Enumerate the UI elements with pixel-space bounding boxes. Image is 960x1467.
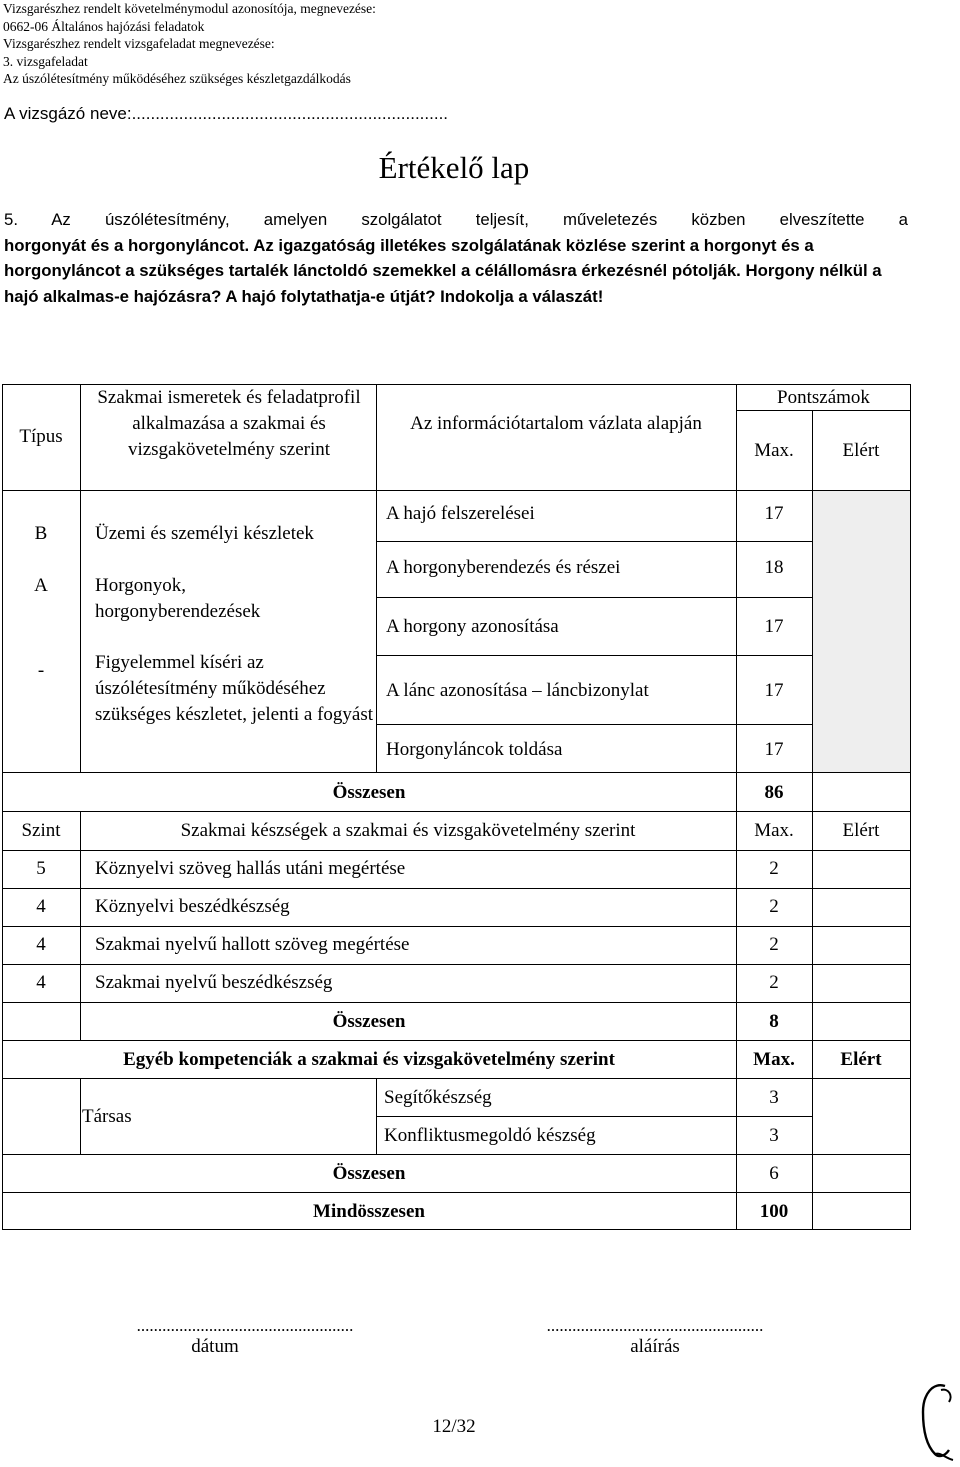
max-header: Max. <box>754 440 794 461</box>
skill-level: 4 <box>36 934 46 955</box>
skills-achieved-header: Elért <box>842 820 880 841</box>
signature-label: aláírás <box>630 1336 680 1357</box>
total-label: Összesen <box>332 1163 406 1184</box>
knowledge-item: Horgonyok, horgonyberendezések <box>95 575 261 622</box>
knowledge-item: Figyelemmel kíséri az úszólétesítmény működéséhez szükséges készletet, jelenti a fogyást <box>95 652 374 725</box>
knowledge-header: Szakmai ismeretek és feladatprofil alkalmazása a szakmai és vizsgakövetelmény szerint <box>97 387 361 460</box>
question-body: horgonyát és a horgonyláncot. Az igazgatóság illetékes szolgálatának közlése szerint a horgonyt és a horgonyláncot a szükséges tartalék lánctoldó szemekkel a célállomásra érkezésnél pótolják. Horgony nélkül a hajó alkalmas-e hajózásra? A hajó folytathatja-e útját? Indokolja a válaszát! <box>4 235 882 306</box>
header-line: Az úszólétesítmény működéséhez szükséges készletgazdálkodás <box>3 71 351 87</box>
document-header <box>3 0 376 88</box>
grand-total-value: 100 <box>759 1201 789 1222</box>
skill-level: 5 <box>36 858 46 879</box>
other-group: Társas <box>82 1106 132 1127</box>
achieved-column-fill <box>812 490 910 772</box>
question-text <box>4 207 908 309</box>
date-label: dátum <box>191 1336 239 1357</box>
level-header: Szint <box>21 820 61 841</box>
info-item: A lánc azonosítása – láncbizonylat <box>386 680 649 701</box>
info-item-max: 18 <box>764 557 784 578</box>
total-value: 8 <box>769 1011 779 1032</box>
info-item: A horgonyberendezés és részei <box>386 557 621 578</box>
type-b: B <box>34 523 48 544</box>
skill-max: 2 <box>769 972 779 993</box>
skill-level: 4 <box>36 896 46 917</box>
info-header: Az információtartalom vázlata alapján <box>410 413 702 434</box>
info-item-max: 17 <box>764 503 784 524</box>
other-max: 3 <box>769 1125 779 1146</box>
header-line: Vizsgarészhez rendelt követelménymodul azonosítója, megnevezése: <box>3 1 376 16</box>
header-line: 3. vizsgafeladat <box>3 53 88 69</box>
page-number: 12/32 <box>432 1416 476 1437</box>
question-line-1: 5. Az úszólétesítmény, amelyen szolgálatot teljesít, műveletezés közben elveszítette a <box>4 210 908 229</box>
skill-label: Szakmai nyelvű beszédkészség <box>95 972 333 993</box>
info-item-max: 17 <box>764 616 784 637</box>
achieved-header: Elért <box>842 440 880 461</box>
other-label: Segítőkészség <box>384 1087 492 1108</box>
skill-label: Szakmai nyelvű hallott szöveg megértése <box>95 934 410 955</box>
total-value: 6 <box>769 1163 779 1184</box>
other-achieved-header: Elért <box>840 1049 882 1070</box>
info-item-max: 17 <box>764 739 784 760</box>
skill-label: Köznyelvi szöveg hallás utáni megértése <box>95 858 406 879</box>
other-max-header: Max. <box>753 1049 795 1070</box>
points-header: Pontszámok <box>777 387 870 408</box>
total-label: Összesen <box>332 1011 406 1032</box>
type-dash: - <box>37 660 45 681</box>
header-line: Vizsgarészhez rendelt vizsgafeladat megnevezése: <box>3 36 275 52</box>
date-dots[interactable]: ................................................... <box>136 1316 354 1335</box>
type-header: Típus <box>19 426 63 447</box>
info-item: Horgonyláncok toldása <box>386 739 563 760</box>
skills-header: Szakmai készségek a szakmai és vizsgakövetelmény szerint <box>180 820 636 841</box>
other-label: Konfliktusmegoldó készség <box>384 1125 596 1146</box>
skill-label: Köznyelvi beszédkészség <box>95 896 290 917</box>
skill-max: 2 <box>769 896 779 917</box>
info-item: A hajó felszerelései <box>386 503 535 524</box>
info-item: A horgony azonosítása <box>386 616 559 637</box>
skill-max: 2 <box>769 858 779 879</box>
handwritten-signature-icon <box>915 1380 957 1467</box>
skills-max-header: Max. <box>754 820 794 841</box>
signature-dots[interactable]: ................................................... <box>546 1316 764 1335</box>
info-item-max: 17 <box>764 680 784 701</box>
skill-level: 4 <box>36 972 46 993</box>
skill-max: 2 <box>769 934 779 955</box>
page-title: Értékelő lap <box>378 150 530 185</box>
other-max: 3 <box>769 1087 779 1108</box>
total-label: Összesen <box>332 782 406 803</box>
knowledge-item: Üzemi és személyi készletek <box>95 523 314 544</box>
header-line: 0662-06 Általános hajózási feladatok <box>3 18 205 34</box>
total-value: 86 <box>764 782 784 803</box>
examinee-name-field[interactable]: A vizsgázó neve:................................................................... <box>4 104 449 123</box>
other-header: Egyéb kompetenciák a szakmai és vizsgakövetelmény szerint <box>123 1049 615 1070</box>
type-a: A <box>34 575 48 596</box>
grand-total-label: Mindösszesen <box>313 1201 425 1222</box>
